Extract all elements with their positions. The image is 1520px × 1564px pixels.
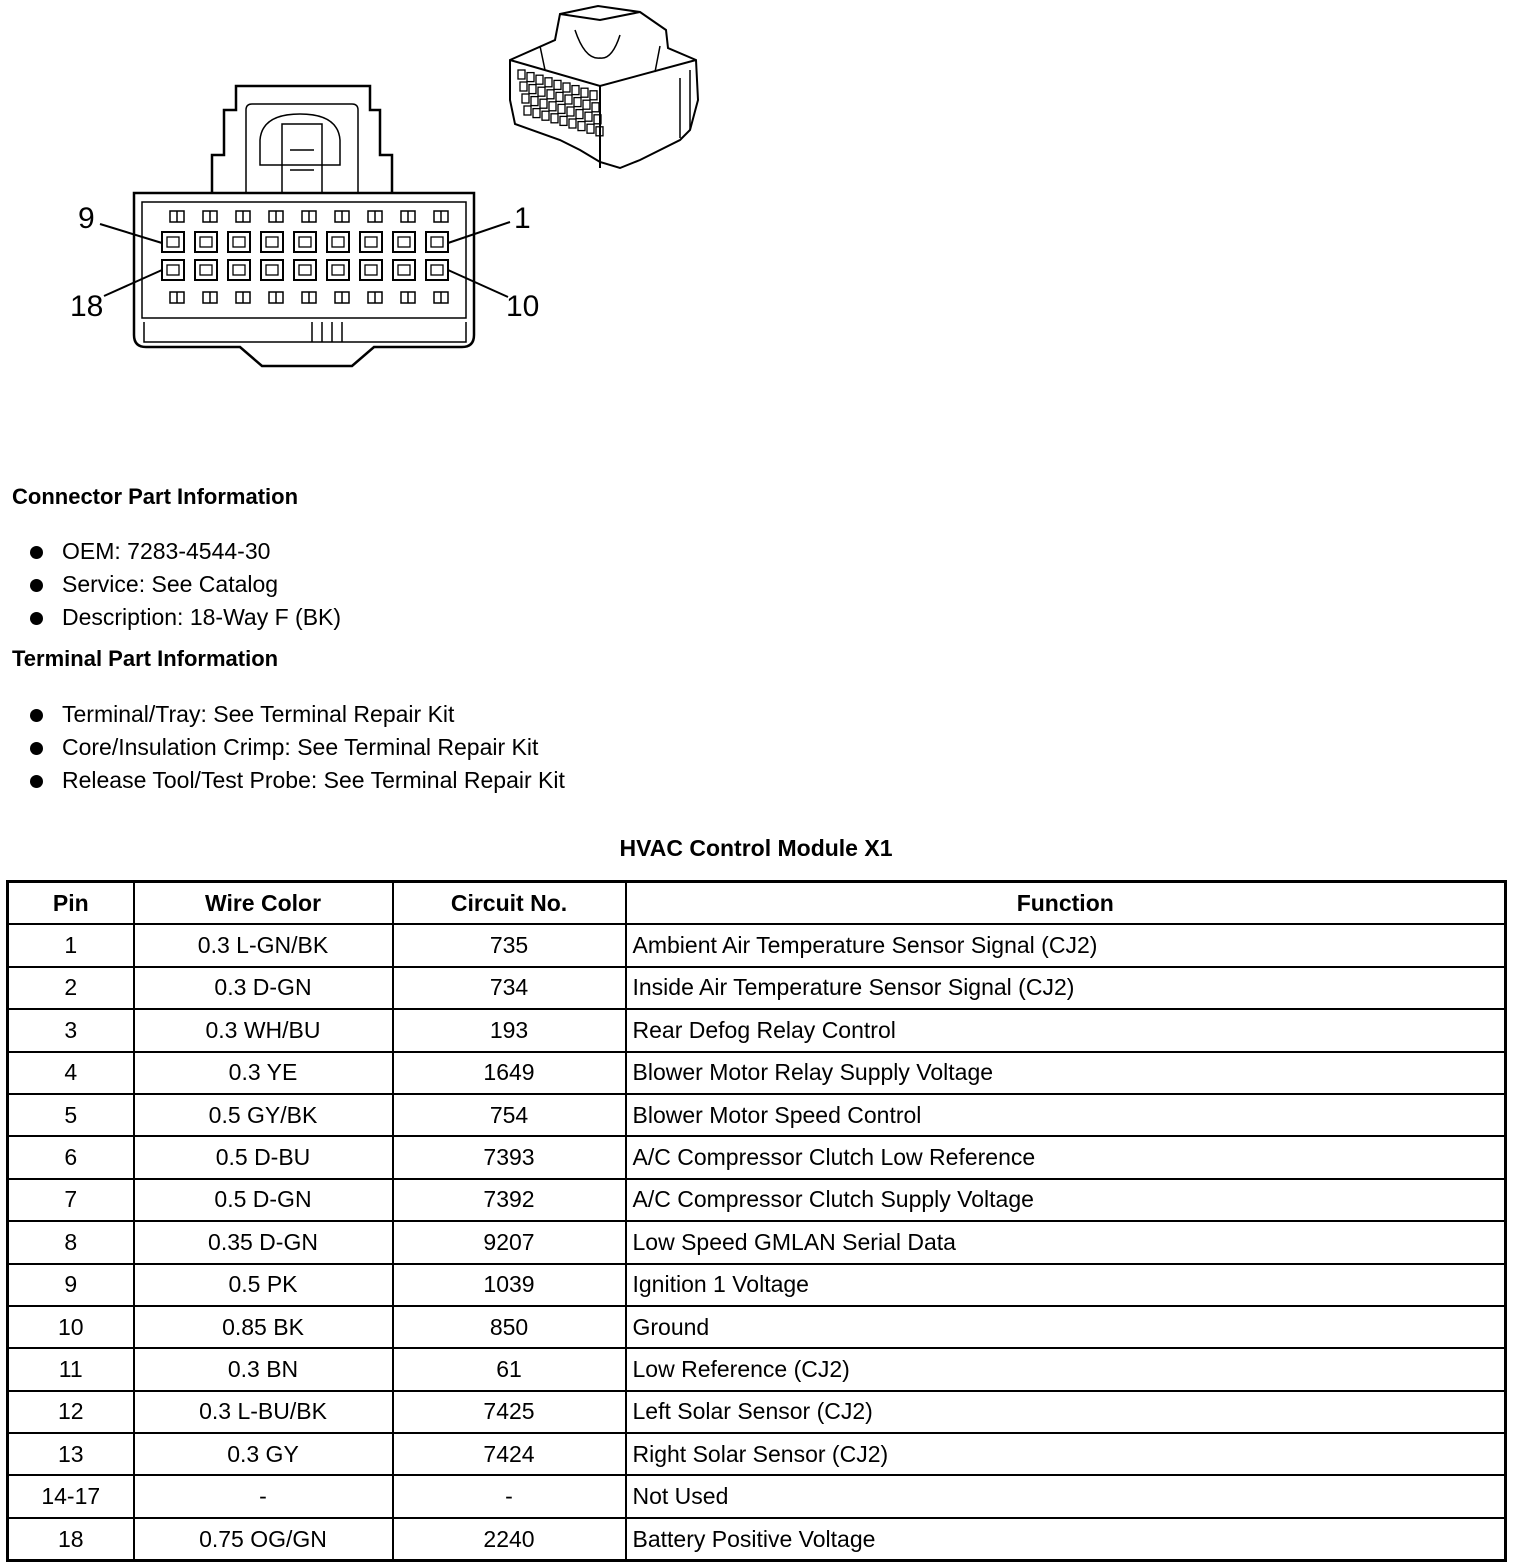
table-row	[8, 1391, 1506, 1433]
function-cell: Blower Motor Speed Control	[626, 1094, 1506, 1136]
cavity-bottom-7	[360, 260, 382, 280]
header-circuit-no: Circuit No.	[393, 882, 626, 925]
iso-cavity	[560, 116, 567, 125]
circuit-no-cell: 1039	[393, 1264, 626, 1306]
cavity-inner	[398, 237, 410, 247]
pin-cell: 4	[8, 1052, 134, 1094]
wire-color-cell: 0.5 D-BU	[134, 1136, 393, 1178]
cavity-inner	[233, 237, 245, 247]
iso-cavity	[531, 97, 538, 106]
wire-color-cell: 0.5 GY/BK	[134, 1094, 393, 1136]
iso-cavity	[536, 75, 543, 84]
wire-color-cell: 0.3 GY	[134, 1433, 393, 1475]
connector-latch	[212, 86, 392, 193]
cavity-inner	[266, 265, 278, 275]
wire-color-cell: 0.5 PK	[134, 1264, 393, 1306]
iso-cavity	[567, 107, 574, 116]
iso-cavity	[574, 98, 581, 107]
iso-cavity	[542, 111, 549, 120]
wire-color-cell: 0.35 D-GN	[134, 1221, 393, 1263]
wire-color-cell: 0.3 WH/BU	[134, 1009, 393, 1051]
wire-color-cell: 0.3 BN	[134, 1348, 393, 1390]
iso-cavity	[551, 114, 558, 123]
iso-cavity	[592, 103, 599, 112]
cavity-inner	[431, 265, 443, 275]
cavity-bottom-4	[261, 260, 283, 280]
cavity-bottom-5	[294, 260, 316, 280]
wire-color-cell: 0.3 D-GN	[134, 967, 393, 1009]
cavity-inner	[266, 237, 278, 247]
circuit-no-cell: 193	[393, 1009, 626, 1051]
iso-cavity	[563, 83, 570, 92]
function-cell: Inside Air Temperature Sensor Signal (CJ2)	[626, 967, 1506, 1009]
function-cell: Ambient Air Temperature Sensor Signal (CJ2)	[626, 924, 1506, 966]
cavity-inner	[167, 237, 179, 247]
pin-cell: 9	[8, 1264, 134, 1306]
list-item: Terminal/Tray: See Terminal Repair Kit	[30, 698, 565, 731]
function-cell: Low Reference (CJ2)	[626, 1348, 1506, 1390]
cavity-top-6	[327, 232, 349, 252]
bullet-icon	[30, 742, 43, 755]
circuit-no-cell: 7392	[393, 1179, 626, 1221]
connector-info-list	[30, 535, 341, 634]
table-row	[8, 1433, 1506, 1475]
wire-color-cell: 0.85 BK	[134, 1306, 393, 1348]
pin-label-18: 18	[70, 290, 104, 323]
iso-cavity	[520, 82, 527, 91]
connector-info-heading: Connector Part Information	[12, 484, 299, 509]
pin-cell: 12	[8, 1391, 134, 1433]
cavity-inner	[233, 265, 245, 275]
iso-cavity	[585, 112, 592, 121]
pin-cell: 1	[8, 924, 134, 966]
pin-cell: 13	[8, 1433, 134, 1475]
circuit-no-cell: 61	[393, 1348, 626, 1390]
pinout-table	[6, 880, 1507, 1562]
circuit-no-cell: 2240	[393, 1518, 626, 1561]
cavity-bottom-8	[393, 260, 415, 280]
function-cell: A/C Compressor Clutch Low Reference	[626, 1136, 1506, 1178]
pin-cell: 8	[8, 1221, 134, 1263]
table-row	[8, 1009, 1506, 1051]
function-cell: Not Used	[626, 1475, 1506, 1517]
table-row	[8, 967, 1506, 1009]
pin-cell: 18	[8, 1518, 134, 1561]
iso-cavity	[538, 87, 545, 96]
pin-cell: 10	[8, 1306, 134, 1348]
pin-cell: 14-17	[8, 1475, 134, 1517]
wire-color-cell: -	[134, 1475, 393, 1517]
table-row	[8, 1348, 1506, 1390]
terminal-info-heading: Terminal Part Information	[12, 646, 279, 671]
cavity-bottom-6	[327, 260, 349, 280]
lock-row-bottom	[170, 292, 448, 303]
pin-cell: 7	[8, 1179, 134, 1221]
header-wire-color: Wire Color	[134, 882, 393, 925]
header-function: Function	[626, 882, 1506, 925]
cavity-top-5	[294, 232, 316, 252]
cavity-top-3	[228, 232, 250, 252]
cavity-top-9	[426, 232, 448, 252]
cavity-grid	[162, 232, 448, 280]
function-cell: Low Speed GMLAN Serial Data	[626, 1221, 1506, 1263]
iso-cavity	[578, 122, 585, 131]
cavity-bottom-3	[228, 260, 250, 280]
function-cell: Rear Defog Relay Control	[626, 1009, 1506, 1051]
wire-color-cell: 0.75 OG/GN	[134, 1518, 393, 1561]
circuit-no-cell: 7425	[393, 1391, 626, 1433]
pin-cell: 11	[8, 1348, 134, 1390]
lock-row-top	[170, 211, 448, 222]
iso-cavity	[518, 70, 525, 79]
table-row	[8, 1518, 1506, 1561]
cavity-inner	[332, 265, 344, 275]
iso-cavity	[572, 86, 579, 95]
iso-cavity	[590, 91, 597, 100]
header-pin: Pin	[8, 882, 134, 925]
iso-cavity	[545, 78, 552, 87]
circuit-no-cell: 850	[393, 1306, 626, 1348]
table-row	[8, 1179, 1506, 1221]
cavity-top-2	[195, 232, 217, 252]
function-cell: Right Solar Sensor (CJ2)	[626, 1433, 1506, 1475]
pin-label-10: 10	[506, 290, 540, 323]
table-row	[8, 924, 1506, 966]
table-row	[8, 1052, 1506, 1094]
terminal-info-list	[30, 698, 565, 797]
pin-cell: 2	[8, 967, 134, 1009]
cavity-top-1	[162, 232, 184, 252]
function-cell: Blower Motor Relay Supply Voltage	[626, 1052, 1506, 1094]
cavity-inner	[299, 265, 311, 275]
connector-diagram	[0, 0, 720, 400]
wire-color-cell: 0.3 L-BU/BK	[134, 1391, 393, 1433]
function-cell: Battery Positive Voltage	[626, 1518, 1506, 1561]
cavity-inner	[332, 237, 344, 247]
cavity-inner	[299, 237, 311, 247]
table-row	[8, 1264, 1506, 1306]
cavity-inner	[200, 265, 212, 275]
circuit-no-cell: 754	[393, 1094, 626, 1136]
bullet-icon	[30, 546, 43, 559]
table-row	[8, 1221, 1506, 1263]
list-item: OEM: 7283-4544-30	[30, 535, 341, 568]
pin-cell: 5	[8, 1094, 134, 1136]
cavity-top-7	[360, 232, 382, 252]
table-title: HVAC Control Module X1	[619, 835, 893, 861]
cavity-top-4	[261, 232, 283, 252]
pin-cell: 6	[8, 1136, 134, 1178]
iso-cavity	[533, 109, 540, 118]
iso-cavity	[587, 124, 594, 133]
cavity-top-8	[393, 232, 415, 252]
circuit-no-cell: 9207	[393, 1221, 626, 1263]
table-header-row	[8, 882, 1506, 925]
cavity-inner	[167, 265, 179, 275]
table-row	[8, 1475, 1506, 1517]
wire-color-cell: 0.5 D-GN	[134, 1179, 393, 1221]
iso-cavity	[529, 85, 536, 94]
circuit-no-cell: 1649	[393, 1052, 626, 1094]
wire-color-cell: 0.3 L-GN/BK	[134, 924, 393, 966]
iso-cavity	[583, 100, 590, 109]
iso-cavity	[540, 99, 547, 108]
list-item: Release Tool/Test Probe: See Terminal Repair Kit	[30, 764, 565, 797]
list-item: Service: See Catalog	[30, 568, 341, 601]
iso-cavity	[527, 73, 534, 82]
iso-cavity	[522, 94, 529, 103]
cavity-inner	[365, 265, 377, 275]
table-row	[8, 1094, 1506, 1136]
function-cell: A/C Compressor Clutch Supply Voltage	[626, 1179, 1506, 1221]
iso-cavity	[569, 119, 576, 128]
wire-color-cell: 0.3 YE	[134, 1052, 393, 1094]
table-row	[8, 1136, 1506, 1178]
iso-cavity	[524, 106, 531, 115]
iso-cavity	[556, 92, 563, 101]
cavity-bottom-1	[162, 260, 184, 280]
pin-cell: 3	[8, 1009, 134, 1051]
bullet-icon	[30, 709, 43, 722]
iso-cavity	[576, 110, 583, 119]
cavity-bottom-2	[195, 260, 217, 280]
cavity-inner	[365, 237, 377, 247]
circuit-no-cell: 7393	[393, 1136, 626, 1178]
circuit-no-cell: 735	[393, 924, 626, 966]
pin-label-9: 9	[78, 202, 95, 235]
function-cell: Left Solar Sensor (CJ2)	[626, 1391, 1506, 1433]
iso-cavity	[581, 88, 588, 97]
iso-cavity	[554, 80, 561, 89]
table-row	[8, 1306, 1506, 1348]
iso-cavity	[547, 90, 554, 99]
iso-cavity	[565, 95, 572, 104]
iso-cavity	[558, 104, 565, 113]
circuit-no-cell: 7424	[393, 1433, 626, 1475]
function-cell: Ground	[626, 1306, 1506, 1348]
cavity-inner	[431, 237, 443, 247]
circuit-no-cell: -	[393, 1475, 626, 1517]
iso-cavity	[549, 102, 556, 111]
function-cell: Ignition 1 Voltage	[626, 1264, 1506, 1306]
list-item: Description: 18-Way F (BK)	[30, 601, 341, 634]
bullet-icon	[30, 579, 43, 592]
bullet-icon	[30, 775, 43, 788]
bullet-icon	[30, 612, 43, 625]
circuit-no-cell: 734	[393, 967, 626, 1009]
cavity-inner	[200, 237, 212, 247]
list-item: Core/Insulation Crimp: See Terminal Repair Kit	[30, 731, 565, 764]
cavity-inner	[398, 265, 410, 275]
pin-label-1: 1	[514, 202, 531, 235]
cavity-bottom-9	[426, 260, 448, 280]
